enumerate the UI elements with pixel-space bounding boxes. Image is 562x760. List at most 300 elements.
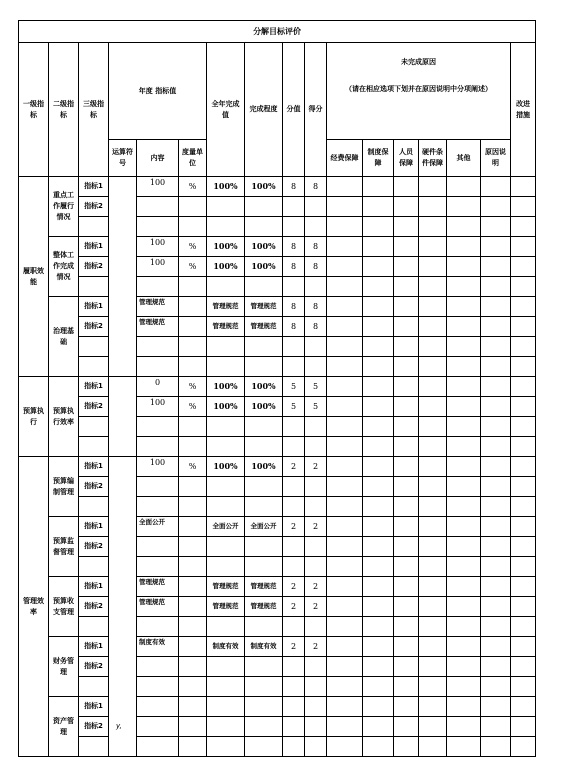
- completion-cell: 全面公开: [245, 517, 283, 537]
- empty-cell: [327, 517, 363, 537]
- empty-cell: [447, 737, 481, 757]
- empty-cell: [327, 577, 363, 597]
- empty-cell: [447, 597, 481, 617]
- table-title: 分解目标评价: [19, 21, 536, 43]
- content-cell: [137, 497, 179, 517]
- empty-cell: [511, 337, 536, 357]
- empty-cell: [419, 617, 447, 637]
- level3-cell: 指标1: [79, 637, 109, 657]
- empty-cell: [511, 397, 536, 417]
- full-year-cell: 管理规范: [207, 577, 245, 597]
- empty-cell: [447, 337, 481, 357]
- full-year-cell: 100%: [207, 237, 245, 257]
- unit-cell: [179, 297, 207, 317]
- empty-cell: [511, 277, 536, 297]
- empty-cell: [327, 237, 363, 257]
- empty-cell: [394, 497, 419, 517]
- empty-cell: [447, 717, 481, 737]
- unit-cell: %: [179, 377, 207, 397]
- full-year-cell: [207, 657, 245, 677]
- empty-cell: [481, 637, 511, 657]
- empty-cell: [419, 477, 447, 497]
- empty-cell: [481, 737, 511, 757]
- empty-cell: [363, 577, 394, 597]
- empty-cell: [394, 617, 419, 637]
- header-reason-fund: 经费保障: [327, 140, 363, 177]
- content-cell: [137, 477, 179, 497]
- weight-cell: [283, 717, 305, 737]
- table-row: [19, 357, 536, 377]
- level3-cell: 指标2: [79, 537, 109, 557]
- empty-cell: [447, 417, 481, 437]
- score-cell: [305, 197, 327, 217]
- score-cell: [305, 677, 327, 697]
- empty-cell: [327, 257, 363, 277]
- empty-cell: [327, 637, 363, 657]
- header-weight: 分值: [283, 43, 305, 177]
- empty-cell: [511, 697, 536, 717]
- full-year-cell: [207, 717, 245, 737]
- level1-cell: 预算执行: [19, 377, 49, 457]
- completion-cell: [245, 717, 283, 737]
- empty-cell: [511, 517, 536, 537]
- level3-cell: 指标1: [79, 237, 109, 257]
- empty-cell: [363, 597, 394, 617]
- unit-cell: [179, 617, 207, 637]
- empty-cell: [327, 277, 363, 297]
- empty-cell: [363, 377, 394, 397]
- full-year-cell: 管理规范: [207, 317, 245, 337]
- content-cell: [137, 717, 179, 737]
- header-reason-hardware: 硬件条件保障: [419, 140, 447, 177]
- empty-cell: [394, 737, 419, 757]
- empty-cell: [327, 557, 363, 577]
- empty-cell: [447, 437, 481, 457]
- table-row: [19, 497, 536, 517]
- completion-cell: [245, 357, 283, 377]
- level3-cell: 指标2: [79, 317, 109, 337]
- empty-cell: [363, 337, 394, 357]
- weight-cell: [283, 417, 305, 437]
- empty-cell: [394, 537, 419, 557]
- unit-cell: [179, 477, 207, 497]
- empty-cell: [363, 257, 394, 277]
- score-cell: 2: [305, 597, 327, 617]
- content-cell: [137, 357, 179, 377]
- table-row: [19, 697, 536, 717]
- unit-cell: [179, 557, 207, 577]
- empty-cell: [447, 677, 481, 697]
- empty-cell: [363, 477, 394, 497]
- unit-cell: [179, 697, 207, 717]
- table-row: [19, 417, 536, 437]
- table-row: [19, 637, 536, 657]
- unit-cell: [179, 497, 207, 517]
- empty-cell: [363, 397, 394, 417]
- empty-cell: [394, 257, 419, 277]
- level3-cell: 指标1: [79, 697, 109, 717]
- full-year-cell: 100%: [207, 377, 245, 397]
- level3-cell: [79, 357, 109, 377]
- full-year-cell: [207, 497, 245, 517]
- empty-cell: [511, 737, 536, 757]
- level3-cell: 指标2: [79, 717, 109, 737]
- budget-code-cell: [109, 457, 137, 757]
- table-row: [19, 257, 536, 277]
- content-cell: [137, 677, 179, 697]
- full-year-cell: [207, 697, 245, 717]
- empty-cell: [511, 317, 536, 337]
- completion-cell: 管理规范: [245, 297, 283, 317]
- unit-cell: [179, 577, 207, 597]
- completion-cell: [245, 417, 283, 437]
- empty-cell: [511, 657, 536, 677]
- header-score: 得分: [305, 43, 327, 177]
- unit-cell: [179, 437, 207, 457]
- table-row: [19, 597, 536, 617]
- score-cell: [305, 337, 327, 357]
- level2-cell: 重点工作履行情况: [49, 177, 79, 237]
- empty-cell: [481, 337, 511, 357]
- header-level3: 三级指标: [79, 43, 109, 177]
- empty-cell: [394, 317, 419, 337]
- empty-cell: [447, 617, 481, 637]
- score-cell: 2: [305, 517, 327, 537]
- unit-cell: %: [179, 397, 207, 417]
- table-row: [19, 317, 536, 337]
- empty-cell: [481, 477, 511, 497]
- empty-cell: [419, 277, 447, 297]
- content-cell: 管理规范: [137, 297, 179, 317]
- empty-cell: [394, 697, 419, 717]
- level3-cell: [79, 557, 109, 577]
- empty-cell: [394, 437, 419, 457]
- content-cell: 0: [137, 377, 179, 397]
- empty-cell: [481, 457, 511, 477]
- level2-cell: 整体工作完成情况: [49, 237, 79, 297]
- score-cell: 2: [305, 457, 327, 477]
- score-cell: [305, 417, 327, 437]
- unit-cell: [179, 417, 207, 437]
- completion-cell: [245, 737, 283, 757]
- score-cell: [305, 437, 327, 457]
- empty-cell: [394, 677, 419, 697]
- level2-cell: 财务管理: [49, 637, 79, 697]
- empty-cell: [327, 337, 363, 357]
- empty-cell: [481, 657, 511, 677]
- empty-cell: [481, 677, 511, 697]
- score-cell: [305, 477, 327, 497]
- content-cell: [137, 737, 179, 757]
- empty-cell: [327, 177, 363, 197]
- score-cell: [305, 357, 327, 377]
- score-cell: [305, 737, 327, 757]
- header-unit: 度量单位: [179, 140, 207, 177]
- score-cell: [305, 217, 327, 237]
- empty-cell: [447, 657, 481, 677]
- weight-cell: [283, 497, 305, 517]
- unit-cell: [179, 197, 207, 217]
- unit-cell: [179, 637, 207, 657]
- completion-cell: 制度有效: [245, 637, 283, 657]
- weight-cell: 8: [283, 317, 305, 337]
- empty-cell: [511, 437, 536, 457]
- score-cell: 8: [305, 257, 327, 277]
- content-cell: 100: [137, 177, 179, 197]
- full-year-cell: 100%: [207, 397, 245, 417]
- empty-cell: [327, 437, 363, 457]
- level2-cell: 治理基础: [49, 297, 79, 377]
- empty-cell: [363, 617, 394, 637]
- empty-cell: [327, 677, 363, 697]
- weight-cell: [283, 697, 305, 717]
- empty-cell: [394, 357, 419, 377]
- unit-cell: [179, 737, 207, 757]
- unit-cell: [179, 677, 207, 697]
- empty-cell: [481, 417, 511, 437]
- empty-cell: [327, 457, 363, 477]
- empty-cell: [511, 637, 536, 657]
- empty-cell: [511, 477, 536, 497]
- empty-cell: [481, 437, 511, 457]
- empty-cell: [363, 277, 394, 297]
- table-row: [19, 557, 536, 577]
- empty-cell: [419, 297, 447, 317]
- empty-cell: [511, 377, 536, 397]
- empty-cell: [363, 717, 394, 737]
- empty-cell: [511, 357, 536, 377]
- completion-cell: [245, 537, 283, 557]
- empty-cell: [511, 297, 536, 317]
- content-cell: [137, 337, 179, 357]
- level3-cell: 指标1: [79, 377, 109, 397]
- score-cell: [305, 497, 327, 517]
- empty-cell: [327, 317, 363, 337]
- empty-cell: [363, 557, 394, 577]
- empty-cell: [419, 357, 447, 377]
- empty-cell: [394, 277, 419, 297]
- empty-cell: [327, 297, 363, 317]
- weight-cell: 2: [283, 517, 305, 537]
- empty-cell: [419, 237, 447, 257]
- table-row: [19, 397, 536, 417]
- full-year-cell: [207, 277, 245, 297]
- score-cell: 8: [305, 317, 327, 337]
- level2-cell: 预算执行效率: [49, 377, 79, 457]
- table-row: [19, 177, 536, 197]
- unit-cell: [179, 357, 207, 377]
- full-year-cell: [207, 557, 245, 577]
- score-cell: 2: [305, 577, 327, 597]
- empty-cell: [327, 217, 363, 237]
- content-cell: [137, 217, 179, 237]
- empty-cell: [394, 577, 419, 597]
- weight-cell: 8: [283, 257, 305, 277]
- level3-cell: [79, 737, 109, 757]
- content-cell: 100: [137, 237, 179, 257]
- empty-cell: [511, 217, 536, 237]
- level3-cell: 指标1: [79, 577, 109, 597]
- level2-cell: 资产管理: [49, 697, 79, 757]
- empty-cell: [481, 617, 511, 637]
- weight-cell: 2: [283, 597, 305, 617]
- empty-cell: [481, 237, 511, 257]
- empty-cell: [363, 357, 394, 377]
- table-row: [19, 477, 536, 497]
- empty-cell: [394, 717, 419, 737]
- score-cell: 2: [305, 637, 327, 657]
- unit-cell: %: [179, 457, 207, 477]
- level1-cell: 履职效能: [19, 177, 49, 377]
- header-content: 内容: [137, 140, 179, 177]
- content-cell: [137, 617, 179, 637]
- content-cell: [137, 197, 179, 217]
- completion-cell: [245, 557, 283, 577]
- table-row: [19, 577, 536, 597]
- empty-cell: [363, 437, 394, 457]
- header-completion: 完成程度: [245, 43, 283, 177]
- empty-cell: [363, 497, 394, 517]
- table-row: [19, 737, 536, 757]
- empty-cell: [327, 717, 363, 737]
- empty-cell: [447, 497, 481, 517]
- unit-cell: [179, 317, 207, 337]
- empty-cell: [481, 317, 511, 337]
- empty-cell: [447, 377, 481, 397]
- empty-cell: [419, 597, 447, 617]
- content-cell: [137, 437, 179, 457]
- empty-cell: [419, 557, 447, 577]
- content-cell: 管理规范: [137, 317, 179, 337]
- header-reason-staff: 人员保障: [394, 140, 419, 177]
- level3-cell: 指标2: [79, 597, 109, 617]
- level3-cell: [79, 677, 109, 697]
- empty-cell: [511, 457, 536, 477]
- full-year-cell: [207, 677, 245, 697]
- empty-cell: [394, 397, 419, 417]
- empty-cell: [447, 477, 481, 497]
- weight-cell: [283, 277, 305, 297]
- level2-cell: 预算编制管理: [49, 457, 79, 517]
- header-level2: 二级指标: [49, 43, 79, 177]
- empty-cell: [327, 357, 363, 377]
- empty-cell: [511, 237, 536, 257]
- completion-cell: 100%: [245, 177, 283, 197]
- content-cell: 制度有效: [137, 637, 179, 657]
- empty-cell: [363, 457, 394, 477]
- completion-cell: [245, 677, 283, 697]
- level3-cell: 指标1: [79, 457, 109, 477]
- header-improve: 改进措施: [511, 43, 536, 177]
- full-year-cell: 管理规范: [207, 297, 245, 317]
- budget-code-cell: [109, 177, 137, 377]
- score-cell: [305, 697, 327, 717]
- level1-cell: 管理效率: [19, 457, 49, 757]
- level3-cell: 指标1: [79, 297, 109, 317]
- empty-cell: [363, 197, 394, 217]
- content-cell: 100: [137, 457, 179, 477]
- empty-cell: [447, 537, 481, 557]
- empty-cell: [394, 217, 419, 237]
- empty-cell: [363, 317, 394, 337]
- empty-cell: [481, 517, 511, 537]
- empty-cell: [447, 297, 481, 317]
- empty-cell: [511, 197, 536, 217]
- weight-cell: [283, 357, 305, 377]
- unit-cell: [179, 217, 207, 237]
- empty-cell: [511, 597, 536, 617]
- score-cell: [305, 537, 327, 557]
- score-cell: [305, 657, 327, 677]
- score-cell: [305, 557, 327, 577]
- full-year-cell: 100%: [207, 257, 245, 277]
- level3-cell: 指标1: [79, 517, 109, 537]
- empty-cell: [447, 197, 481, 217]
- table-row: [19, 617, 536, 637]
- content-cell: [137, 657, 179, 677]
- level3-cell: [79, 417, 109, 437]
- empty-cell: [511, 177, 536, 197]
- empty-cell: [481, 557, 511, 577]
- weight-cell: [283, 337, 305, 357]
- header-annual-target: 年度 指标值: [109, 43, 207, 140]
- unit-cell: [179, 517, 207, 537]
- completion-cell: [245, 277, 283, 297]
- evaluation-table: [18, 20, 536, 757]
- score-cell: 5: [305, 397, 327, 417]
- empty-cell: [447, 317, 481, 337]
- empty-cell: [419, 417, 447, 437]
- empty-cell: [419, 697, 447, 717]
- empty-cell: [363, 517, 394, 537]
- completion-cell: 100%: [245, 457, 283, 477]
- score-cell: [305, 277, 327, 297]
- empty-cell: [419, 637, 447, 657]
- content-cell: 100: [137, 397, 179, 417]
- empty-cell: [394, 337, 419, 357]
- unit-cell: [179, 717, 207, 737]
- empty-cell: [447, 697, 481, 717]
- score-cell: [305, 617, 327, 637]
- score-cell: 8: [305, 177, 327, 197]
- level3-cell: 指标2: [79, 257, 109, 277]
- empty-cell: [447, 177, 481, 197]
- completion-cell: [245, 437, 283, 457]
- full-year-cell: [207, 477, 245, 497]
- weight-cell: 2: [283, 457, 305, 477]
- empty-cell: [447, 517, 481, 537]
- table-row: [19, 537, 536, 557]
- unit-cell: [179, 537, 207, 557]
- empty-cell: [363, 537, 394, 557]
- empty-cell: [481, 537, 511, 557]
- content-cell: 全面公开: [137, 517, 179, 537]
- empty-cell: [394, 377, 419, 397]
- unit-cell: [179, 657, 207, 677]
- full-year-cell: 制度有效: [207, 637, 245, 657]
- empty-cell: [481, 697, 511, 717]
- completion-cell: [245, 337, 283, 357]
- empty-cell: [327, 377, 363, 397]
- full-year-cell: [207, 737, 245, 757]
- empty-cell: [419, 197, 447, 217]
- full-year-cell: 100%: [207, 457, 245, 477]
- weight-cell: 8: [283, 237, 305, 257]
- full-year-cell: [207, 217, 245, 237]
- full-year-cell: [207, 357, 245, 377]
- empty-cell: [394, 557, 419, 577]
- unit-cell: %: [179, 237, 207, 257]
